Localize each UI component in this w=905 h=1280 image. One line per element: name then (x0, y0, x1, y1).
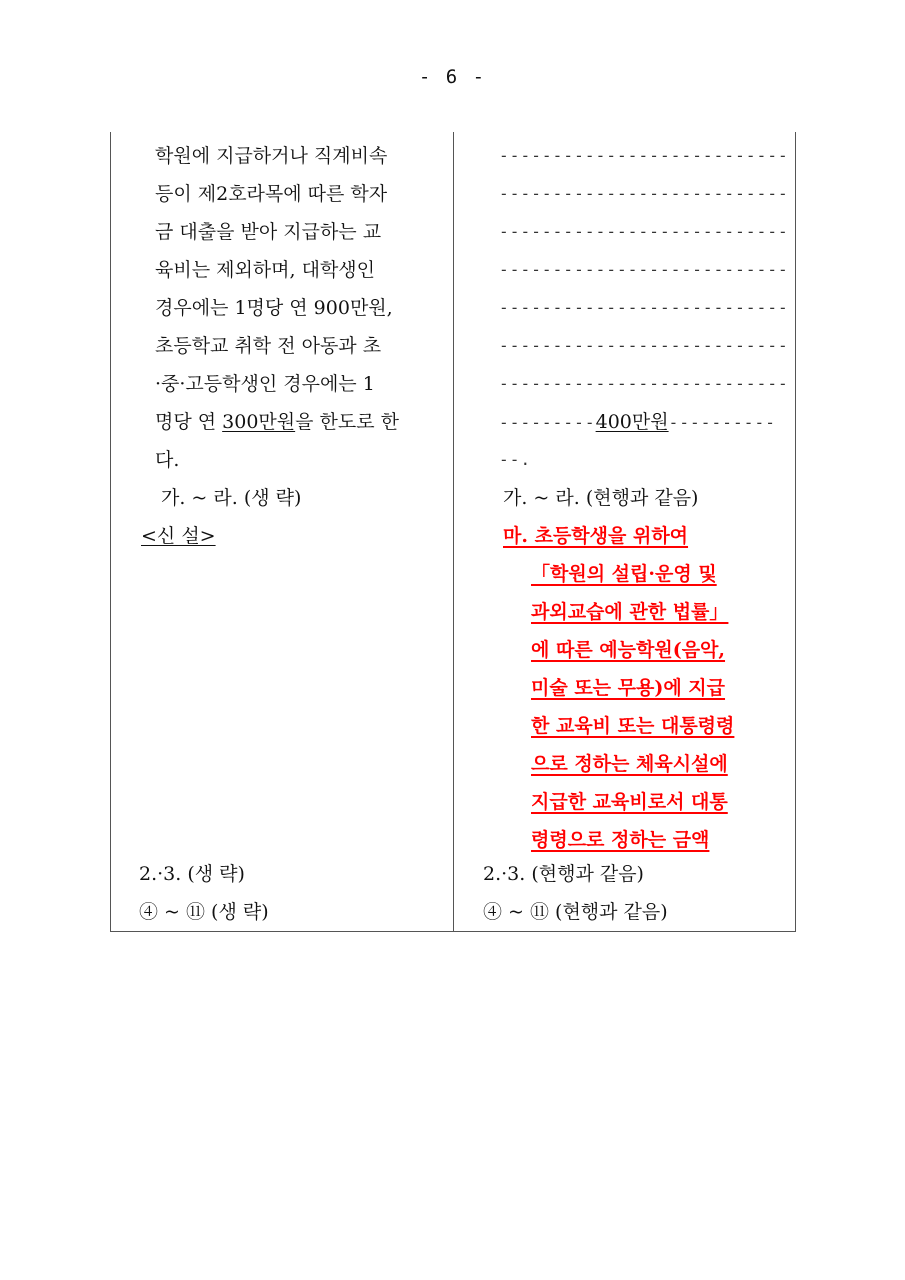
current-text-line-9: 다. (155, 449, 180, 471)
dash-line-3: --------------------------- (499, 222, 789, 241)
current-text-line-8: 명당 연 300만원을 한도로 한 (155, 411, 399, 433)
amended-amount-line: ---------400만원---------- (499, 411, 776, 433)
new-item-ma-line-1: 마. 초등학생을 위하여 (503, 525, 689, 547)
new-item-ma-line-4: 에 따른 예능학원(음악, (531, 639, 726, 661)
current-text-line-1: 학원에 지급하거나 직계비속 (155, 145, 388, 167)
current-item-ga-ra: 가. ~ 라. (생 략) (161, 487, 302, 509)
column-divider (453, 132, 454, 931)
amended-item-2-3: 2.·3. (현행과 같음) (483, 863, 644, 885)
new-item-ma-line-3: 과외교습에 관한 법률」 (531, 601, 729, 623)
current-text-line-7: ·중·고등학생인 경우에는 1 (155, 373, 375, 395)
new-item-ma-line-7: 으로 정하는 체육시설에 (531, 753, 728, 775)
amended-item-ga-ra: 가. ~ 라. (현행과 같음) (503, 487, 699, 509)
current-item-4-11: ④ ~ ⑪ (생 략) (139, 901, 269, 923)
dash-line-5: --------------------------- (499, 298, 789, 317)
current-text-line-4: 육비는 제외하며, 대학생인 (155, 259, 376, 281)
dash-line-9: --. (499, 450, 532, 469)
page-number: - 6 - (418, 66, 487, 88)
current-text-line-6: 초등학교 취학 전 아동과 초 (155, 335, 382, 357)
dash-line-6: --------------------------- (499, 336, 789, 355)
current-text-line-3: 금 대출을 받아 지급하는 교 (155, 221, 382, 243)
dash-line-7: --------------------------- (499, 374, 789, 393)
new-item-ma-line-9: 령령으로 정하는 금액 (531, 829, 710, 851)
amended-limit-amount: 400만원 (595, 411, 669, 433)
dash-line-4: --------------------------- (499, 260, 789, 279)
dash-line-2: --------------------------- (499, 184, 789, 203)
dash-line-1: --------------------------- (499, 146, 789, 165)
comparison-table (110, 132, 796, 932)
new-provision-marker: <신 설> (141, 525, 216, 547)
amended-item-4-11: ④ ~ ⑪ (현행과 같음) (483, 901, 668, 923)
current-item-2-3: 2.·3. (생 략) (139, 863, 245, 885)
new-item-ma-line-6: 한 교육비 또는 대통령령 (531, 715, 735, 737)
current-limit-amount: 300만원 (222, 411, 296, 433)
current-text-line-2: 등이 제2호라목에 따른 학자 (155, 183, 388, 205)
new-item-ma-line-8: 지급한 교육비로서 대통 (531, 791, 728, 813)
new-item-ma-line-5: 미술 또는 무용)에 지급 (531, 677, 726, 699)
new-item-ma-line-2: 「학원의 설립·운영 및 (531, 563, 717, 585)
current-text-line-5: 경우에는 1명당 연 900만원, (155, 297, 393, 319)
